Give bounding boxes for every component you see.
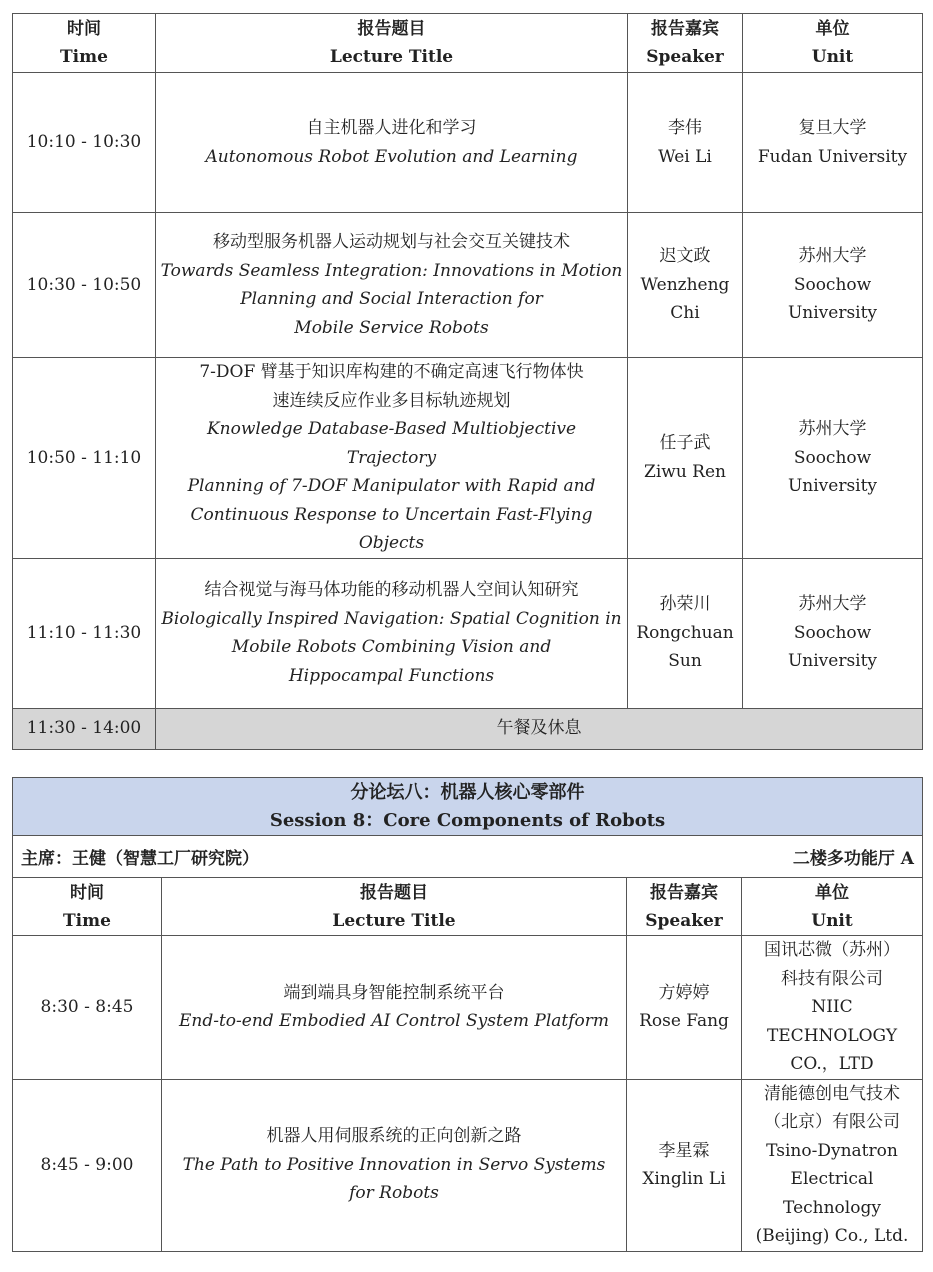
title-zh: 移动型服务机器人运动规划与社会交互关键技术 — [213, 232, 570, 252]
header-speaker-zh: 报告嘉宾 — [651, 19, 719, 39]
header-speaker — [627, 878, 742, 936]
unit-en-line: University — [787, 476, 878, 496]
speaker-en-line: Rongchuan — [636, 622, 734, 643]
unit-en-line: University — [787, 303, 878, 324]
table-header-row — [13, 878, 923, 936]
header-time-zh: 时间 — [70, 882, 104, 903]
unit-zh: 苏州大学 — [798, 419, 867, 439]
time-cell: 10:30 - 10:50 — [13, 213, 156, 358]
unit-line: 清能德创电气技术 — [764, 1083, 900, 1104]
header-time — [13, 878, 162, 936]
unit-line: 科技有限公司 — [781, 968, 883, 989]
header-title-en: Lecture Title — [329, 47, 454, 67]
header-title-zh: 报告题目 — [360, 882, 428, 903]
speaker-zh: 方婷婷 — [658, 982, 710, 1003]
header-unit-en: Unit — [811, 47, 854, 67]
title-cell — [162, 936, 627, 1080]
unit-zh: 复旦大学 — [798, 118, 867, 138]
speaker-cell — [627, 936, 742, 1080]
title-en-line: Continuous Response to Uncertain Fast-Flying Objects — [190, 504, 593, 553]
header-unit-zh: 单位 — [815, 19, 850, 39]
break-time: 11:30 - 14:00 — [13, 708, 156, 749]
title-cell — [156, 73, 628, 213]
title-zh: 机器人用伺服系统的正向创新之路 — [266, 1126, 522, 1147]
schedule-table-2 — [12, 777, 923, 1252]
title-zh-line: 速连续反应作业多目标轨迹规划 — [272, 390, 511, 411]
speaker-cell — [628, 213, 743, 358]
speaker-zh: 李星霖 — [658, 1140, 710, 1161]
speaker-en-line: Wenzheng — [640, 274, 730, 295]
title-en: Autonomous Robot Evolution and Learning — [205, 146, 578, 167]
header-unit-en: Unit — [811, 910, 853, 931]
speaker-en-line: Chi — [670, 303, 700, 324]
speaker-en-line: Sun — [668, 651, 702, 672]
chair-row — [13, 836, 923, 878]
header-time-en: Time — [60, 47, 108, 67]
unit-cell — [743, 358, 923, 559]
table-row — [13, 73, 923, 213]
header-unit — [743, 14, 923, 73]
header-speaker-en: Speaker — [645, 910, 723, 931]
unit-cell — [743, 213, 923, 358]
session-venue: 二楼多功能厅 A — [627, 836, 923, 878]
title-cell — [156, 358, 628, 559]
header-time-en: Time — [63, 910, 111, 931]
session-title-zh: 分论坛八：机器人核心零部件 — [350, 781, 585, 803]
unit-line: NIIC — [811, 997, 853, 1017]
speaker-cell — [627, 1079, 742, 1251]
header-title — [156, 14, 628, 73]
unit-line: 国讯芯微（苏州） — [764, 940, 900, 960]
title-zh: 结合视觉与海马体功能的移动机器人空间认知研究 — [204, 580, 579, 600]
unit-line: Electrical — [790, 1169, 874, 1189]
header-title — [162, 878, 627, 936]
table-row — [13, 1079, 923, 1251]
unit-en-line: Soochow — [793, 274, 872, 295]
unit-en-line: Soochow — [793, 622, 872, 643]
header-time-zh: 时间 — [67, 19, 101, 39]
unit-line: TECHNOLOGY — [766, 1025, 898, 1046]
title-en-line: Hippocampal Functions — [288, 665, 495, 686]
time-cell: 10:10 - 10:30 — [13, 73, 156, 213]
title-zh: 端到端具身智能控制系统平台 — [283, 982, 505, 1003]
unit-cell — [743, 73, 923, 213]
session-title-en: Session 8：Core Components of Robots — [269, 809, 666, 831]
title-zh-line: 7-DOF 臂基于知识库构建的不确定高速飞行物体快 — [199, 362, 584, 382]
speaker-zh: 孙荣川 — [659, 594, 711, 615]
session-title-row — [13, 778, 923, 836]
time-cell: 10:50 - 11:10 — [13, 358, 156, 559]
table-row — [13, 558, 923, 708]
title-en-line: Planning of 7-DOF Manipulator with Rapid and — [187, 476, 596, 496]
break-label: 午餐及休息 — [156, 708, 923, 749]
speaker-zh: 任子武 — [659, 433, 711, 454]
unit-zh: 苏州大学 — [798, 594, 867, 615]
header-title-en: Lecture Title — [332, 910, 456, 931]
table-row — [13, 213, 923, 358]
unit-line: Technology — [783, 1197, 881, 1218]
table-header-row — [13, 14, 923, 73]
speaker-en: Rose Fang — [639, 1011, 729, 1032]
time-cell: 8:45 - 9:00 — [13, 1079, 162, 1251]
schedule-table-1 — [12, 13, 923, 750]
unit-cell — [743, 558, 923, 708]
header-speaker-zh: 报告嘉宾 — [650, 882, 718, 903]
title-zh: 自主机器人进化和学习 — [306, 118, 477, 138]
time-cell: 11:10 - 11:30 — [13, 558, 156, 708]
unit-line: Tsino-Dynatron — [766, 1140, 898, 1161]
unit-line: （北京）有限公司 — [764, 1112, 900, 1132]
title-cell — [162, 1079, 627, 1251]
title-en: End-to-end Embodied AI Control System Platform — [178, 1011, 610, 1032]
title-en-line: Mobile Robots Combining Vision and — [231, 637, 552, 657]
unit-line: (Beijing) Co., Ltd. — [755, 1226, 909, 1246]
title-en-line: Towards Seamless Integration: Innovations in Motion — [160, 260, 623, 281]
header-speaker — [628, 14, 743, 73]
header-time — [13, 14, 156, 73]
unit-cell — [742, 936, 923, 1080]
title-en-line: Planning and Social Interaction for — [240, 289, 543, 309]
unit-zh: 苏州大学 — [798, 246, 867, 267]
unit-line: CO.，LTD — [790, 1054, 874, 1074]
unit-cell — [742, 1079, 923, 1251]
speaker-zh: 迟文政 — [659, 246, 711, 267]
title-cell — [156, 213, 628, 358]
header-title-zh: 报告题目 — [357, 19, 426, 39]
title-en-line: Knowledge Database-Based Multiobjective Trajectory — [206, 419, 577, 468]
speaker-cell — [628, 73, 743, 213]
speaker-en: Wei Li — [658, 146, 712, 167]
speaker-en: Xinglin Li — [642, 1169, 726, 1189]
title-en-line: The Path to Positive Innovation in Servo Systems — [182, 1154, 606, 1175]
unit-en-line: Soochow — [793, 447, 872, 468]
title-en-line: Biologically Inspired Navigation: Spatial Cognition in — [161, 608, 622, 629]
title-en-line: Mobile Service Robots — [294, 317, 489, 338]
header-speaker-en: Speaker — [646, 47, 724, 67]
unit-en: Fudan University — [757, 146, 908, 167]
unit-en-line: University — [787, 651, 878, 672]
table-row — [13, 358, 923, 559]
table-row — [13, 936, 923, 1080]
speaker-cell — [628, 358, 743, 559]
speaker-zh: 李伟 — [668, 118, 702, 138]
break-row — [13, 708, 923, 749]
speaker-cell — [628, 558, 743, 708]
time-cell: 8:30 - 8:45 — [13, 936, 162, 1080]
header-unit-zh: 单位 — [815, 882, 849, 903]
header-unit — [742, 878, 923, 936]
session-chair: 主席：王健（智慧工厂研究院） — [13, 836, 627, 878]
title-en-line: for Robots — [349, 1183, 439, 1204]
speaker-en: Ziwu Ren — [644, 461, 726, 482]
title-cell — [156, 558, 628, 708]
session-title — [13, 778, 923, 836]
